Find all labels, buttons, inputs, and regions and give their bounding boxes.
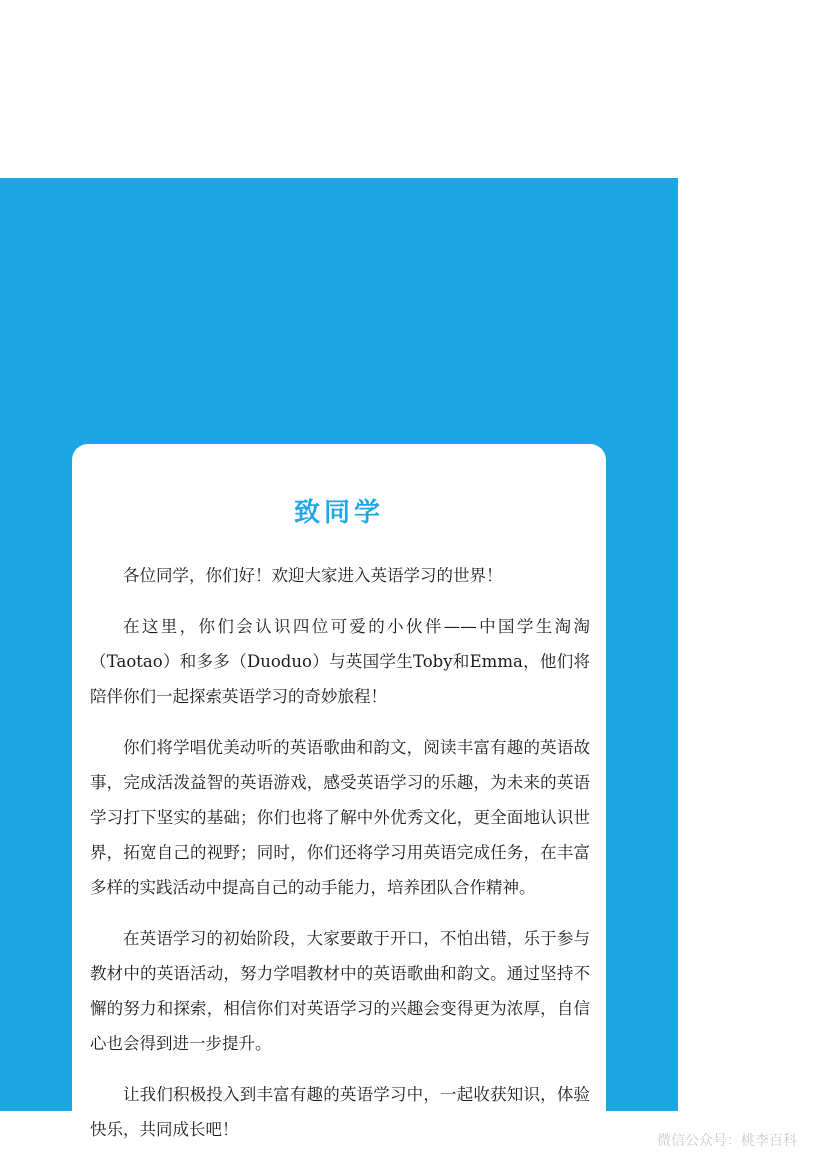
letter-title: 致同学 bbox=[293, 498, 384, 528]
watermark: 微信公众号：桃李百科 bbox=[657, 1133, 797, 1149]
paragraph-closing: 让我们积极投入到丰富有趣的英语学习中，一起收获知识，体验快乐，共同成长吧！ bbox=[90, 1085, 590, 1139]
letter-card bbox=[72, 444, 606, 1158]
letter-body bbox=[90, 558, 590, 1158]
paragraph-characters: 在这里，你们会认识四位可爱的小伙伴——中国学生淘淘（Taotao）和多多（Duoduo）与英国学生Toby和Emma，他们将陪伴你们一起探索英语学习的奇妙旅程！ bbox=[90, 617, 590, 706]
paragraph-encouragement: 在英语学习的初始阶段，大家要敢于开口，不怕出错，乐于参与教材中的英语活动，努力学唱教材中的英语歌曲和韵文。通过坚持不懈的努力和探索，相信你们对英语学习的兴趣会变得更为浓厚，自信心也会得到进一步提升。 bbox=[90, 929, 590, 1053]
paragraph-greeting: 各位同学，你们好！欢迎大家进入英语学习的世界！ bbox=[123, 566, 503, 585]
paragraph-activities: 你们将学唱优美动听的英语歌曲和韵文，阅读丰富有趣的英语故事，完成活泼益智的英语游戏，感受英语学习的乐趣，为未来的英语学习打下坚实的基础；你们也将了解中外优秀文化，更全面地认识世界，拓宽自己的视野；同时，你们还将学习用英语完成任务，在丰富多样的实践活动中提高自己的动手能力，培养团队合作精神。 bbox=[90, 738, 590, 897]
blue-background-panel bbox=[0, 178, 678, 1139]
